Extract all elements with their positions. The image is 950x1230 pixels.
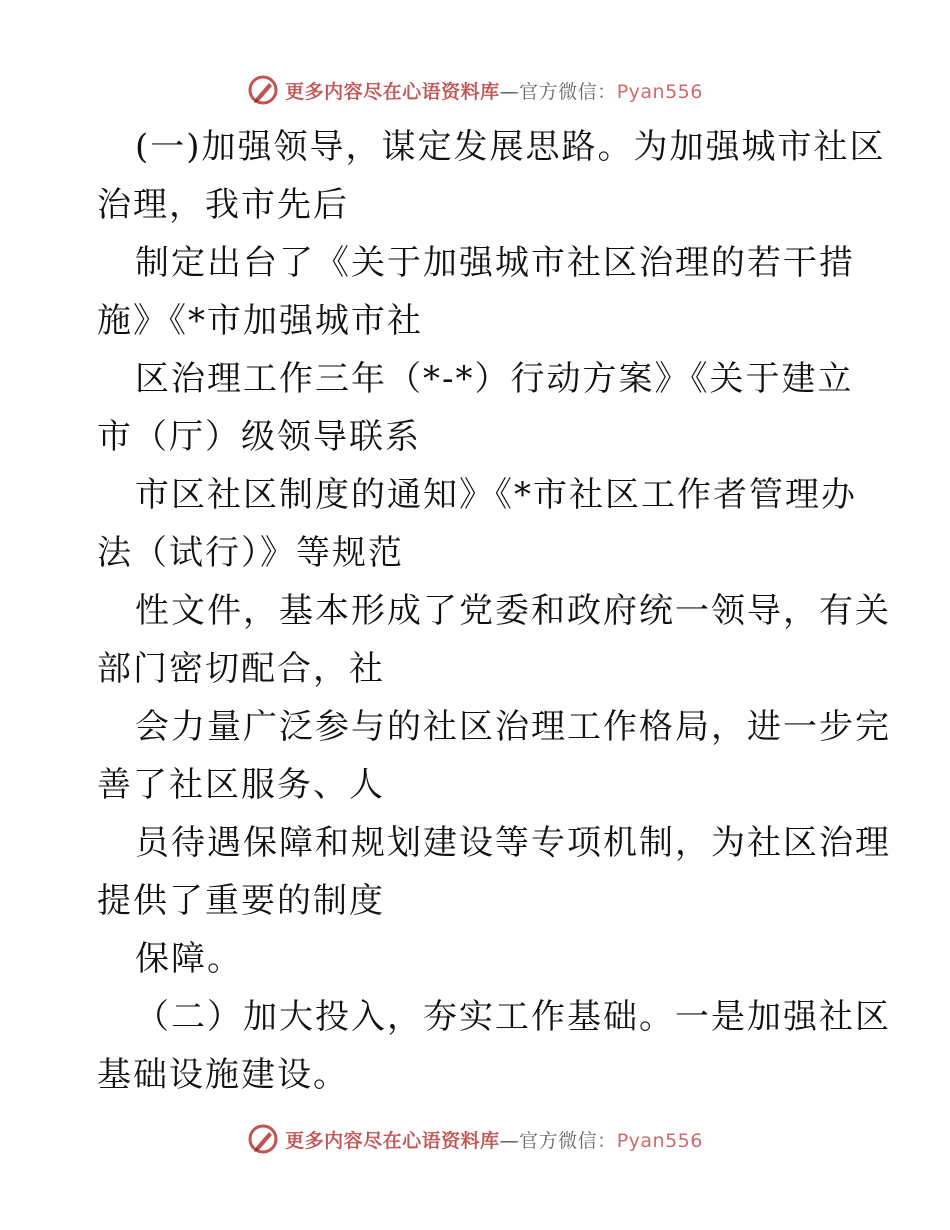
text-line: 市区社区制度的通知》《*市社区工作者管理办 — [135, 475, 857, 515]
header-brand: 更多内容尽在心语资料库 — [285, 80, 500, 103]
text-line: (一)加强领导，谋定发展思路。为加强城市社区 — [135, 127, 886, 167]
footer-separator: — — [499, 1129, 520, 1152]
text-line: 法（试行）》等规范 — [97, 533, 404, 573]
text-line: 基础设施建设。 — [97, 1055, 349, 1095]
text-line: 保障。 — [135, 939, 243, 979]
text-line: 会力量广泛参与的社区治理工作格局，进一步完 — [135, 707, 891, 747]
watermark-header — [0, 70, 950, 110]
text-line: 提供了重要的制度 — [97, 881, 385, 921]
header-wechat-id: Pyan556 — [616, 80, 703, 103]
text-line: 善了社区服务、人 — [97, 765, 385, 805]
watermark-footer — [0, 1119, 950, 1159]
footer-wechat-label: 官方微信： — [519, 1129, 617, 1152]
header-separator: — — [499, 80, 520, 103]
text-line: 施》《*市加强城市社 — [97, 301, 423, 341]
header-wechat-label: 官方微信： — [519, 80, 617, 103]
footer-brand: 更多内容尽在心语资料库 — [285, 1129, 500, 1152]
text-line: 治理，我市先后 — [97, 185, 349, 225]
footer-wechat-id: Pyan556 — [616, 1129, 703, 1152]
text-line: 制定出台了《关于加强城市社区治理的若干措 — [135, 243, 855, 283]
pen-logo-icon — [247, 74, 279, 106]
text-line: （二）加大投入，夯实工作基础。一是加强社区 — [135, 997, 891, 1037]
document-body — [97, 118, 891, 1104]
pen-logo-icon — [247, 1123, 279, 1155]
text-line: 性文件，基本形成了党委和政府统一领导，有关 — [135, 591, 891, 631]
text-line: 员待遇保障和规划建设等专项机制，为社区治理 — [135, 823, 891, 863]
text-line: 区治理工作三年（*-*）行动方案》《关于建立 — [135, 359, 854, 399]
text-line: 部门密切配合，社 — [97, 649, 385, 689]
text-line: 市（厅）级领导联系 — [97, 417, 421, 457]
